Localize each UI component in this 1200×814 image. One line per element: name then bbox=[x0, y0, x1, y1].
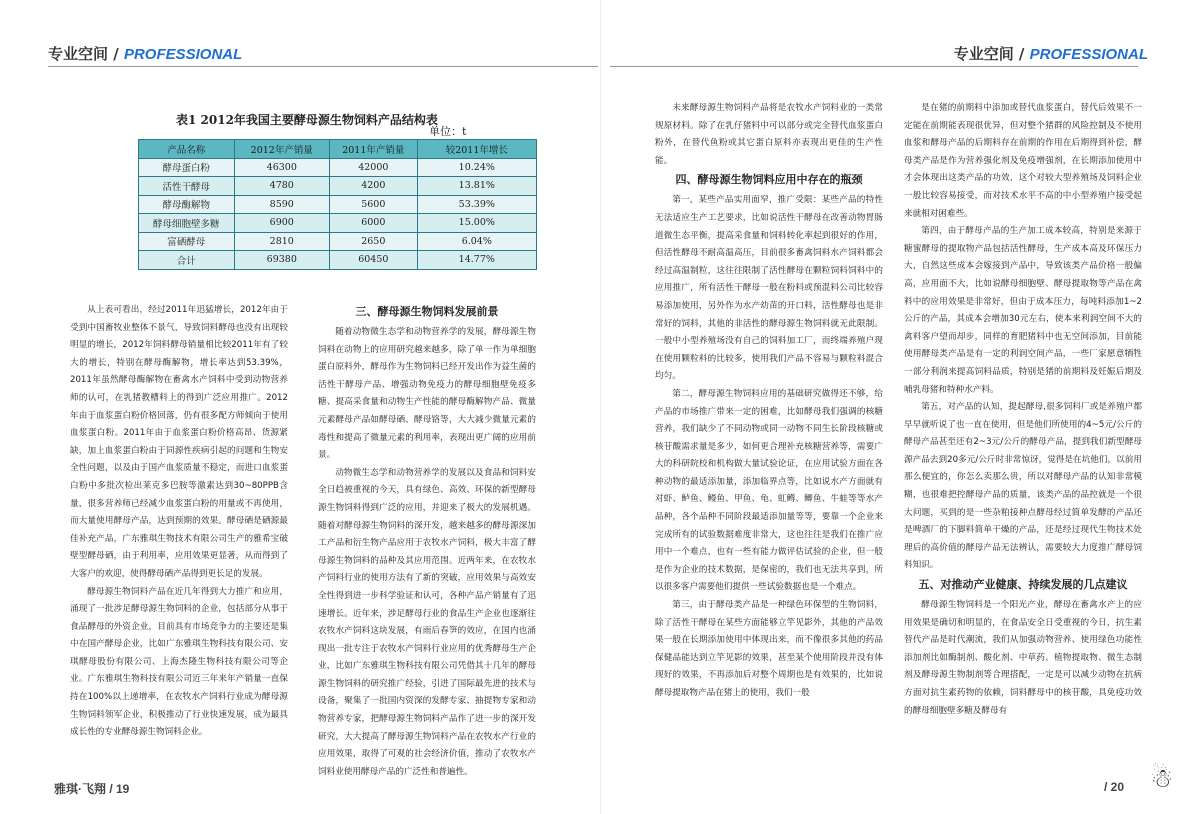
paragraph: 从上表可看出，经过2011年迅猛增长，2012年由于受到中国畜牧业整体不景气，导致饲料酵母也没有出现较明显的增长，2012年饲料酵母销量相比较2011年有了较大的增长，特别在酵母酶解物，增长率达到53.39%，2011年虽然酵母酶解物在畜禽水产饲料中受到动物营养师的认可，在乳猪教槽料上的得到广泛应用推广。2012年由于血浆蛋白粉价格回落，仍有很多配方师倾向于使用血浆蛋白粉。2011年由于血浆蛋白粉价格高昂、货源紧缺，加上血浆蛋白粉由于同源性疾病引起的问题和生物安全性问题，以及由于国产血浆质量不稳定，而进口血浆蛋白粉中多批次检出莱克多巴胺等激素达到30~80PPB含量，很多营养师已经减少血浆蛋白粉的用量或不再使用，而大量使用酵母产品，达到预期的效果。酵母硒是硒源最佳补充产品，广东雅琪生物技术有限公司生产的雅希宝破壁型酵母硒，由于利用率，应用效果更显著，从而得到了大客户的欢迎，使得酵母硒产品得到更长足的发展。 bbox=[70, 305, 288, 579]
header-right-en: PROFESSIONAL bbox=[1029, 46, 1148, 63]
text-column-1 bbox=[70, 302, 288, 742]
table-cell: 42000 bbox=[330, 158, 418, 177]
header-right bbox=[954, 43, 1148, 64]
header-right-cn: 专业空间 / bbox=[953, 45, 1030, 63]
table-unit: 单位：t bbox=[429, 125, 467, 138]
page-number-right: / 20 bbox=[1104, 780, 1125, 794]
header-left-cn: 专业空间 / bbox=[48, 45, 124, 63]
table-cell: 合计 bbox=[139, 251, 235, 270]
table-cell: 53.39% bbox=[417, 195, 536, 214]
column-header: 2012年产销量 bbox=[234, 140, 330, 159]
paragraph: 第二，酵母源生物饲料应用的基础研究做得还不够，给产品的市场推广带来一定的困难，比如酵母我们强调的核糖营养，我们缺少了不同动物或同一动物不同生长阶段核糖或核苷酸需求量是多少，如何更合理补充核糖营养等，需要广大的科研院校和机构做大量试验论证，在应用试验方面在各种动物的最适添加量，添加临界点等，比如说水产方面就有对虾、鲈鱼、鳗鱼、甲鱼、龟、虹鳟、鲫鱼、牛蛙等等水产品种，各个品种不同阶段最适添加量等等，要靠一个企业来完成所有的试验数据难度非常大，这也往往是我们在推广应用中一个难点，也有一些有能力做评估试验的企业，但一般是作为企业的技术数据，是保密的，我们也无法共享到，所以很多客户需要他们提供一些试验数据也是一个难点。 bbox=[655, 388, 883, 593]
table-cell: 2650 bbox=[330, 232, 418, 251]
table-cell: 14.77% bbox=[417, 251, 536, 270]
table-cell: 60450 bbox=[330, 251, 418, 270]
table-total-row bbox=[139, 251, 537, 270]
table-row bbox=[139, 232, 537, 251]
column-header: 较2011年增长 bbox=[417, 140, 536, 159]
table-row bbox=[139, 177, 537, 196]
table-header-row bbox=[139, 140, 537, 159]
paragraph: 未来酵母源生物饲料产品将是农牧水产饲料业的一类常规原材料。除了在乳仔猪料中可以部分或完全替代血浆蛋白粉外，在替代鱼粉或其它蛋白原料亦表现出更佳的生产性能。 bbox=[655, 103, 883, 166]
table-cell: 5600 bbox=[330, 195, 418, 214]
table-cell: 4780 bbox=[234, 177, 330, 196]
header-left-en: PROFESSIONAL bbox=[123, 46, 243, 63]
table-cell: 酵母酶解物 bbox=[139, 195, 235, 214]
table-cell: 10.24% bbox=[417, 158, 536, 177]
section-heading: 四、酵母源生物饲料应用中存在的瓶颈 bbox=[675, 173, 863, 187]
table-cell: 46300 bbox=[234, 158, 330, 177]
table-cell: 活性干酵母 bbox=[139, 177, 235, 196]
table-cell: 69380 bbox=[234, 251, 330, 270]
mascot-icon: ☃ bbox=[1150, 764, 1174, 794]
product-structure-table bbox=[138, 139, 537, 270]
paragraph: 第五，对产品的认知，提起酵母,很多饲料厂或是养殖户都早早就听说了也一直在使用，但是他们所使用的4~5元/公斤的酵母产品甚至还有2~3元/公斤的酵母产品，提到我们新型酵母源产品去到20多元/公斤时非常惊讶，觉得是在坑他们，以前用那么便宜的，你怎么卖那么贵，所以对酵母产品的认知非常模糊，也很难把控酵母产品的质量，该类产品的品控就是一个很大问题，买到的是一些杂粕接种点酵母经过简单发酵的产品还是啤酒厂的下脚料简单干燥的产品，还是经过现代生物技术处理后的高价值的酵母产品无法辨认，需要较大力度推广酵母饲料知识。 bbox=[904, 402, 1142, 571]
section-heading: 五、对推动产业健康、持续发展的几点建议 bbox=[918, 578, 1128, 592]
table-cell: 15.00% bbox=[417, 214, 536, 233]
paragraph: 动物微生态学和动物营养学的发展以及食品和饲料安全日趋被重视的今天，具有绿色、高效、环保的新型酵母源生物饲料得到广泛的应用，并迎来了极大的发展机遇。随着对酵母源生物饲料的深开发，越来越多的酵母源深加工产品和衍生物产品应用于农牧水产饲料，极大丰富了酵母源生物饲料的品种及其应用范围。近两年来，在农牧水产饲料行业的使用方法有了新的突破，应用效果与高效安全性得到进一步科学验证和认可，各种产品产销量有了迅速增长。近年来，涉足酵母行业的食品生产企业也逐渐往农牧水产饲料这块发展，有雨后春笋的效应，在国内也涌现出一批专注于农牧水产饲料行业应用的优秀酵母生产企业，比如广东雅琪生物科技有限公司凭借其十几年的酵母源生物饲料的研究推广经验，引进了国际最先进的技术与设备，聚集了一批国内资深的发酵专家、抽提物专家和动物营养专家，把酵母源生物饲料产品作了进一步的深开发研究，大大提高了酵母源生物饲料产品在农牧水产行业的应用效果，取得了可观的社会经济价值，推动了农牧水产饲料业使用酵母产品的广泛性和普遍性。 bbox=[318, 467, 536, 777]
table-cell: 6000 bbox=[330, 214, 418, 233]
text-column-3 bbox=[655, 100, 883, 703]
header-left bbox=[48, 43, 242, 64]
table-cell: 2810 bbox=[234, 232, 330, 251]
table-cell: 酵母蛋白粉 bbox=[139, 158, 235, 177]
table-title: 表1 2012年我国主要酵母源生物饲料产品结构表 bbox=[176, 113, 438, 127]
table-cell: 4200 bbox=[330, 177, 418, 196]
paragraph: 第四，由于酵母产品的生产加工成本较高，特别是来源于糖蜜酵母的提取物产品包括活性酵母，生产成本高及环保压力大，自然这些成本会嫁接到产品中，导致该类产品价格一般偏高，应用面不大，比如说酵母细胞壁、酵母提取物等产品在禽料中的应用效果是非常好，但由于成本压力，每吨料添加1~2公斤的产品，其成本会增加30元左右，使本来利润空间不大的禽料客户望而却步，同样的育肥猪料中也无空间添加，目前能使用酵母类产品是有一定的利润空间产品，一些厂家愿意牺牲一部分利润来提高饲料品质，特别是猪的前期料及妊娠后期及哺乳母猪和特种水产料。 bbox=[904, 226, 1142, 395]
column-header: 2011年产销量 bbox=[330, 140, 418, 159]
table-cell: 富硒酵母 bbox=[139, 232, 235, 251]
page-spine bbox=[600, 0, 601, 814]
paragraph: 随着动物微生态学和动物营养学的发展，酵母源生物饲料在动物上的应用研究越来越多，除了单一作为单细胞蛋白原料外，酵母作为生物饲料已经开发出作为益生菌的活性干酵母产品、增强动物免疫力的酵母细胞壁免疫多糖、提高采食量和动物生产性能的酵母酶解物产品、微量元素酵母产品如酵母硒、酵母铬等，大大减少微量元素的毒性和提高了微量元素的利用率，表现出更广阔的应用前景。 bbox=[318, 327, 536, 461]
paragraph: 是在猪的前期料中添加或替代血浆蛋白，替代后效果不一定能在前期能表现很优异，但对整个猪群的风险控制及不使用血浆和酵母产品的后期料存在前期的作用在后期得到补偿，酵母类产品是作为营养强化剂及免疫增强剂，在长期添加使用中才会体现出这类产品的功效，这个对较大型养殖场及饲料企业一般比较容易接受，而对技术水平不高的中小型养殖户接受起来就相对困难些。 bbox=[904, 103, 1142, 219]
table-row bbox=[139, 214, 537, 233]
table-cell: 6.04% bbox=[417, 232, 536, 251]
table-cell: 酵母细胞壁多糖 bbox=[139, 214, 235, 233]
table-cell: 6900 bbox=[234, 214, 330, 233]
text-column-2 bbox=[318, 302, 536, 781]
text-column-4 bbox=[904, 100, 1142, 720]
section-heading: 三、酵母源生物饲料发展前景 bbox=[355, 305, 499, 318]
paragraph: 酵母源生物饲料是一个阳光产业，酵母在畜禽水产上的应用效果是确切和明显的，在食品安全日受重视的今日，抗生素替代产品是时代潮流，我们从加强动物营养、使用绿色功能性添加剂比如酶制剂、酸化剂、中草药、植物提取物、微生态制剂及酵母源生物制剂等合理搭配，一定是可以减少动物在抗病方面对抗生素药物的依赖，饲料酵母中的核苷酸，具免疫功效的酵母细胞壁多糖及酵母有 bbox=[904, 600, 1142, 716]
column-header: 产品名称 bbox=[139, 140, 235, 159]
table-row bbox=[139, 158, 537, 177]
table-cell: 13.81% bbox=[417, 177, 536, 196]
table-row bbox=[139, 195, 537, 214]
paragraph: 第一，某些产品实用面窄，推广受限：某些产品的特性无法适应生产工艺要求，比如说活性干酵母在改善动物胃肠道微生态平衡，提高采食量和饲料转化率起到很好的作用，但活性酵母不耐高温高压，目前很多畜禽饲料水产饲料都会经过高温制粒，这往往限制了活性酵母在颗粒饲料饲料中的应用推广，所有活性干酵母一般在粉料或预混料公司比较容易添加使用，另外作为水产幼苗的开口料，活性酵母也是非常好的饲料，其他的非活性的酵母源生物饲料就无此限制。一般中小型养殖场没有自己的饲料加工厂，而终端养殖户现在使用颗粒料的比较多，使用我们产品不容易与颗粒料混合均匀。 bbox=[655, 195, 883, 382]
paragraph: 酵母源生物饲料产品在近几年得到大力推广和应用，涌现了一批涉足酵母源生物饲料的企业，包括部分从事于食品酵母的外资企业，目前具有市场竞争力的主要还是集中在国产酵母企业，比如广东雅琪生物科技有限公司、安琪酵母股份有限公司、上海杰隆生物科技有限公司等企业。广东雅琪生物科技有限公司近三年来年产销量一直保持在100%以上递增率，在农牧水产饲料行业成为酵母源生物饲料领军企业，积极推动了行业快速发展，成为最具成长性的专业酵母源生物饲料企业。 bbox=[70, 586, 288, 738]
page-number-left: 雅琪·飞翔 / 19 bbox=[54, 782, 130, 796]
header-rule-right bbox=[610, 66, 1138, 67]
table-cell: 8590 bbox=[234, 195, 330, 214]
paragraph: 第三，由于酵母类产品是一种绿色环保型的生物饲料，除了活性干酵母在某些方面能够立竿见影外，其他的产品效果一般在长期添加使用中体现出来，而不像很多其他的药品保健品能达到立竿见影的效果，甚至某个使用阶段并没有体现好的效果，不再添加后对整个周期也是有效果的，比如说酵母提取物产品在猪上的使用，我们一般 bbox=[655, 600, 883, 698]
header-rule-left bbox=[48, 66, 598, 67]
